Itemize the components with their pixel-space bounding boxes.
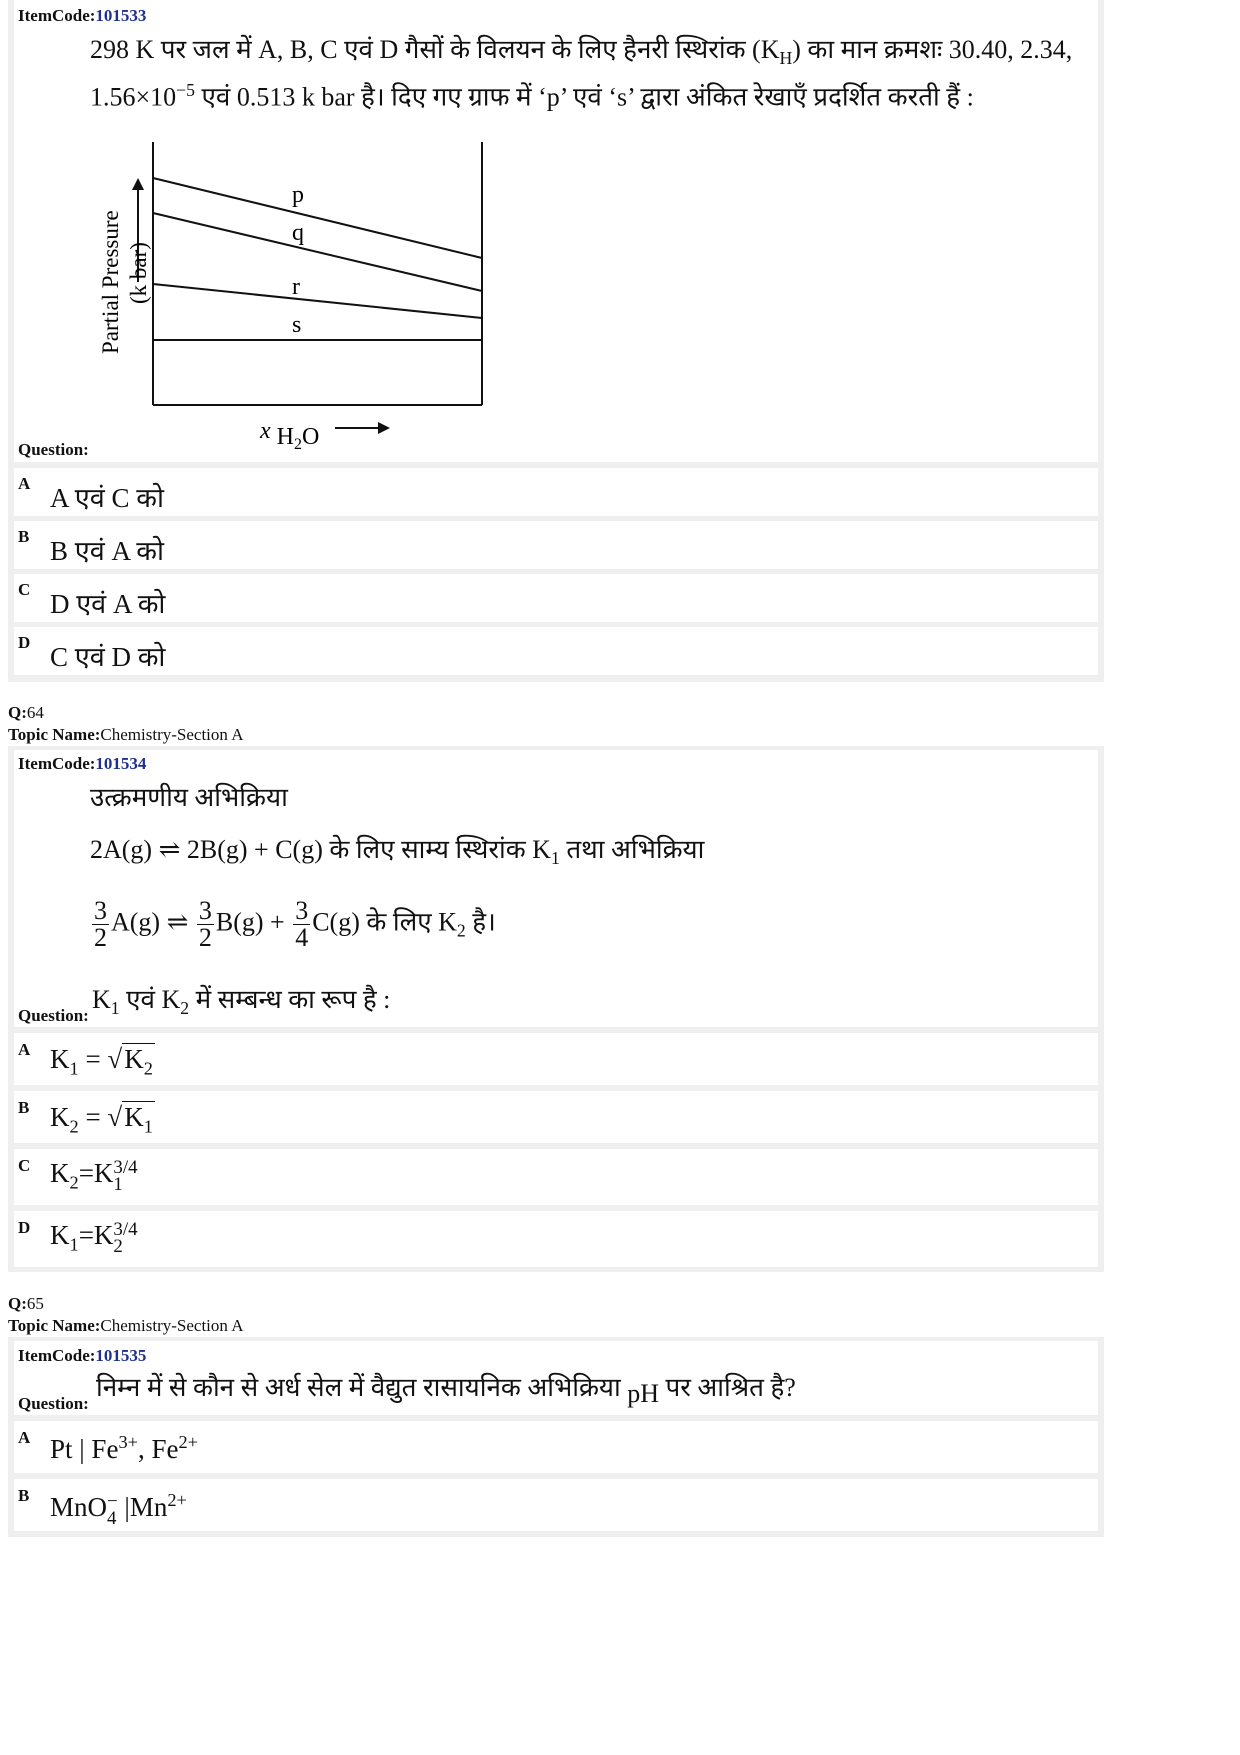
q65-option-b-text: MnO − 4 $|Mn^{2+}$ bbox=[50, 1490, 187, 1529]
option-letter: A bbox=[18, 1040, 31, 1059]
option-letter: D bbox=[18, 1218, 31, 1237]
option-text-cell bbox=[40, 1149, 1098, 1205]
fraction: $\frac{3}{4}$ bbox=[295, 896, 309, 952]
q65-option-a-text: Pt | $Fe^{3+}$, $Fe^{2+}$ bbox=[50, 1432, 199, 1464]
q63-itemcode bbox=[18, 6, 146, 26]
option-letter: A bbox=[18, 474, 31, 493]
line-label-p: p bbox=[292, 182, 304, 208]
fraction: $\frac{3}{2}$ bbox=[94, 896, 107, 952]
q65-question-label: Question: bbox=[18, 1394, 89, 1413]
option-letter: D bbox=[18, 633, 31, 652]
line-label-s: s bbox=[292, 312, 302, 338]
q64-option-c-text: $K_2=K$ 3/4 1 bbox=[50, 1156, 138, 1195]
q65-itemcode: ItemCode:101535 bbox=[18, 1346, 147, 1365]
y-axis-label-line1: Partial Pressure bbox=[98, 210, 123, 354]
option-text-cell bbox=[40, 627, 1098, 675]
q63-option-b-text: B एवं A को bbox=[50, 536, 164, 566]
q64-stem-line3: $\frac{3}{2}$ A(g) ⇌ $\frac{3}{2}$ B(g) + $\frac{3}{4}$ C(g) के लिए $K_2$ है। bbox=[94, 896, 496, 952]
option-text-cell bbox=[40, 1033, 1098, 1085]
graph-line-p bbox=[153, 178, 482, 258]
itemcode-value: 101533 bbox=[95, 6, 147, 25]
q64-option-b-text: $K_2 = √K_1$ bbox=[50, 1102, 153, 1137]
option-text-cell bbox=[40, 1421, 1098, 1473]
q63-option-a-text: A एवं C को bbox=[50, 483, 164, 513]
q64-question-text: $K_1$ एवं $K_2$ में सम्बन्ध का रूप है : bbox=[92, 985, 391, 1019]
y-arrow-head-icon bbox=[132, 178, 144, 190]
option-text-cell bbox=[40, 521, 1098, 569]
graph-line-q bbox=[153, 213, 482, 291]
y-axis-label-line2: (k bar) bbox=[126, 242, 151, 304]
q63-stem-line2: $1.56\times 10^{-5}$ एवं 0.513 k bar है। दिए गए ग्राफ में ‘p’ एवं ‘s’ द्वारा अंकित रेखाएँ प्रदर्शित करती हैं : bbox=[90, 80, 974, 112]
q63-option-c-text: D एवं A को bbox=[50, 589, 166, 619]
q64-stem-line1: उत्क्रमणीय अभिक्रिया bbox=[90, 783, 288, 812]
q64-itemcode: ItemCode:101534 bbox=[18, 754, 147, 773]
option-letter: B bbox=[18, 1098, 30, 1117]
option-text-cell bbox=[40, 1479, 1098, 1531]
itemcode-label: ItemCode: bbox=[18, 6, 96, 25]
q63-stem-line1: 298 K पर जल में A, B, C एवं D गैसों के विलयन के लिए हैनरी स्थिरांक $(K_H)$ का मान क्रमशः 30.40, 2.34, bbox=[90, 35, 1073, 69]
q65-number: Q:65 bbox=[8, 1294, 44, 1313]
q63-option-d-text: C एवं D को bbox=[50, 642, 166, 672]
option-text-cell bbox=[40, 1211, 1098, 1267]
sqrt-icon: $√K_1$ bbox=[107, 1102, 153, 1137]
option-text-cell bbox=[40, 574, 1098, 622]
q65-topic: Topic Name:Chemistry-Section A bbox=[8, 1316, 244, 1335]
option-letter: C bbox=[18, 580, 31, 599]
q64-stem-line2: 2A(g) ⇌ 2B(g) + C(g) के लिए साम्य स्थिरांक $K_1$ तथा अभिक्रिया bbox=[90, 835, 705, 869]
x-axis-label: x $H_2O$ bbox=[260, 418, 320, 453]
line-label-r: r bbox=[292, 274, 300, 300]
q65-question-text: निम्न में से कौन से अर्ध सेल में वैद्युत रासायनिक अभिक्रिया pH पर आश्रित है? bbox=[96, 1373, 796, 1408]
x-arrow-head-icon bbox=[378, 422, 390, 434]
graph-line-r bbox=[153, 284, 482, 318]
q64-topic: Topic Name:Chemistry-Section A bbox=[8, 725, 244, 744]
q64-question-label: Question: bbox=[18, 1006, 89, 1025]
sqrt-icon: $√K_2$ bbox=[107, 1044, 153, 1079]
option-letter: B bbox=[18, 527, 30, 546]
option-text-cell bbox=[40, 1091, 1098, 1143]
fraction: $\frac{3}{2}$ bbox=[198, 896, 212, 952]
line-label-q: q bbox=[292, 220, 304, 246]
option-letter: A bbox=[18, 1428, 31, 1447]
q63-question-label: Question: bbox=[18, 440, 89, 459]
option-letter: C bbox=[18, 1156, 31, 1175]
henry-law-graph bbox=[90, 132, 510, 462]
q64-number: Q:64 bbox=[8, 703, 44, 722]
option-text-cell bbox=[40, 468, 1098, 516]
q64-option-a-text: $K_1 = √K_2$ bbox=[50, 1044, 153, 1079]
q64-option-d-text: $K_1=K$ 3/4 2 bbox=[50, 1218, 138, 1257]
option-letter: B bbox=[18, 1486, 30, 1505]
